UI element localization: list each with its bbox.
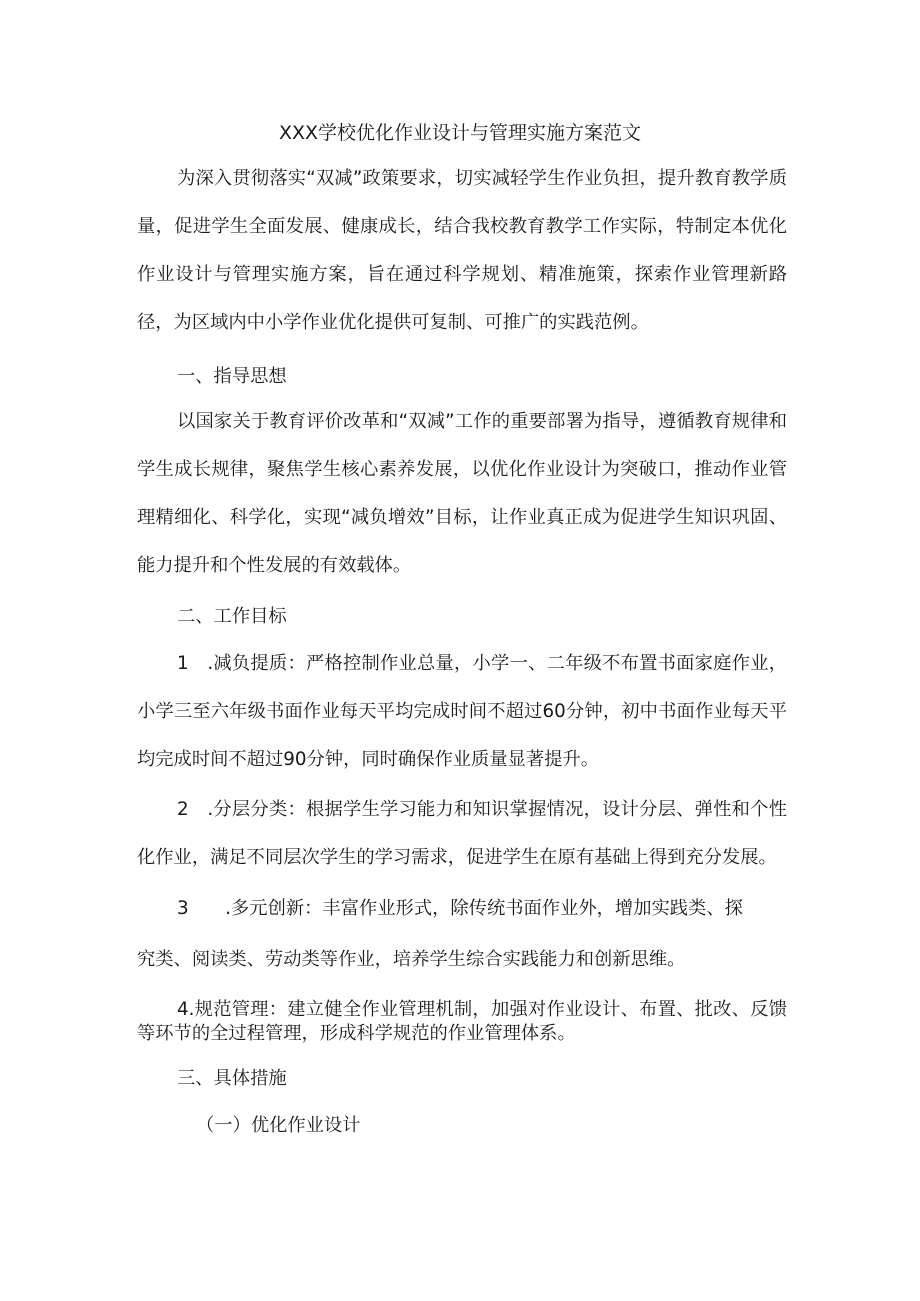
goal-item-3-line-1: 3 .多元创新：丰富作业形式，除传统书面作业外，增加实践类、探 <box>177 898 743 919</box>
goal-item-1: 1 .减负提质：严格控制作业总量，小学一、二年级不布置书面家庭作业，小学三至六年级书面作业每天平均完成时间不超过60分钟，初中书面作业每天平均完成时间不超过90分钟，同时确保作业质量显著提升。 <box>137 653 787 770</box>
section-heading-guiding-ideology: 一、指导思想 <box>177 366 287 387</box>
goal-item-4: 4.规范管理：建立健全作业管理机制，加强对作业设计、布置、批改、反馈等环节的全过程管理，形成科学规范的作业管理体系。 <box>137 999 787 1044</box>
intro-paragraph: 为深入贯彻落实“双减”政策要求，切实减轻学生作业负担，提升教育教学质量，促进学生全面发展、健康成长，结合我校教育教学工作实际，特制定本优化作业设计与管理实施方案，旨在通过科学规划、精准施策，探索作业管理新路径，为区域内中小学作业优化提供可复制、可推广的实践范例。 <box>137 168 787 333</box>
goal-item-3-line-2: 究类、阅读类、劳动类等作业，培养学生综合实践能力和创新思维。 <box>137 949 686 970</box>
subsection-heading-optimize-homework-design: （一）优化作业设计 <box>196 1115 361 1136</box>
section-heading-specific-measures: 三、具体措施 <box>177 1068 287 1089</box>
guiding-ideology-paragraph: 以国家关于教育评价改革和“双减”工作的重要部署为指导，遵循教育规律和学生成长规律，聚焦学生核心素养发展，以优化作业设计为突破口，推动作业管理精细化、科学化，实现“减负增效”目标，让作业真正成为促进学生知识巩固、能力提升和个性发展的有效载体。 <box>137 411 787 576</box>
document-title: XXX学校优化作业设计与管理实施方案范文 <box>278 122 642 144</box>
section-heading-work-goals: 二、工作目标 <box>177 606 287 627</box>
goal-item-2: 2 .分层分类：根据学生学习能力和知识掌握情况，设计分层、弹性和个性化作业，满足不同层次学生的学习需求，促进学生在原有基础上得到充分发展。 <box>137 799 787 868</box>
